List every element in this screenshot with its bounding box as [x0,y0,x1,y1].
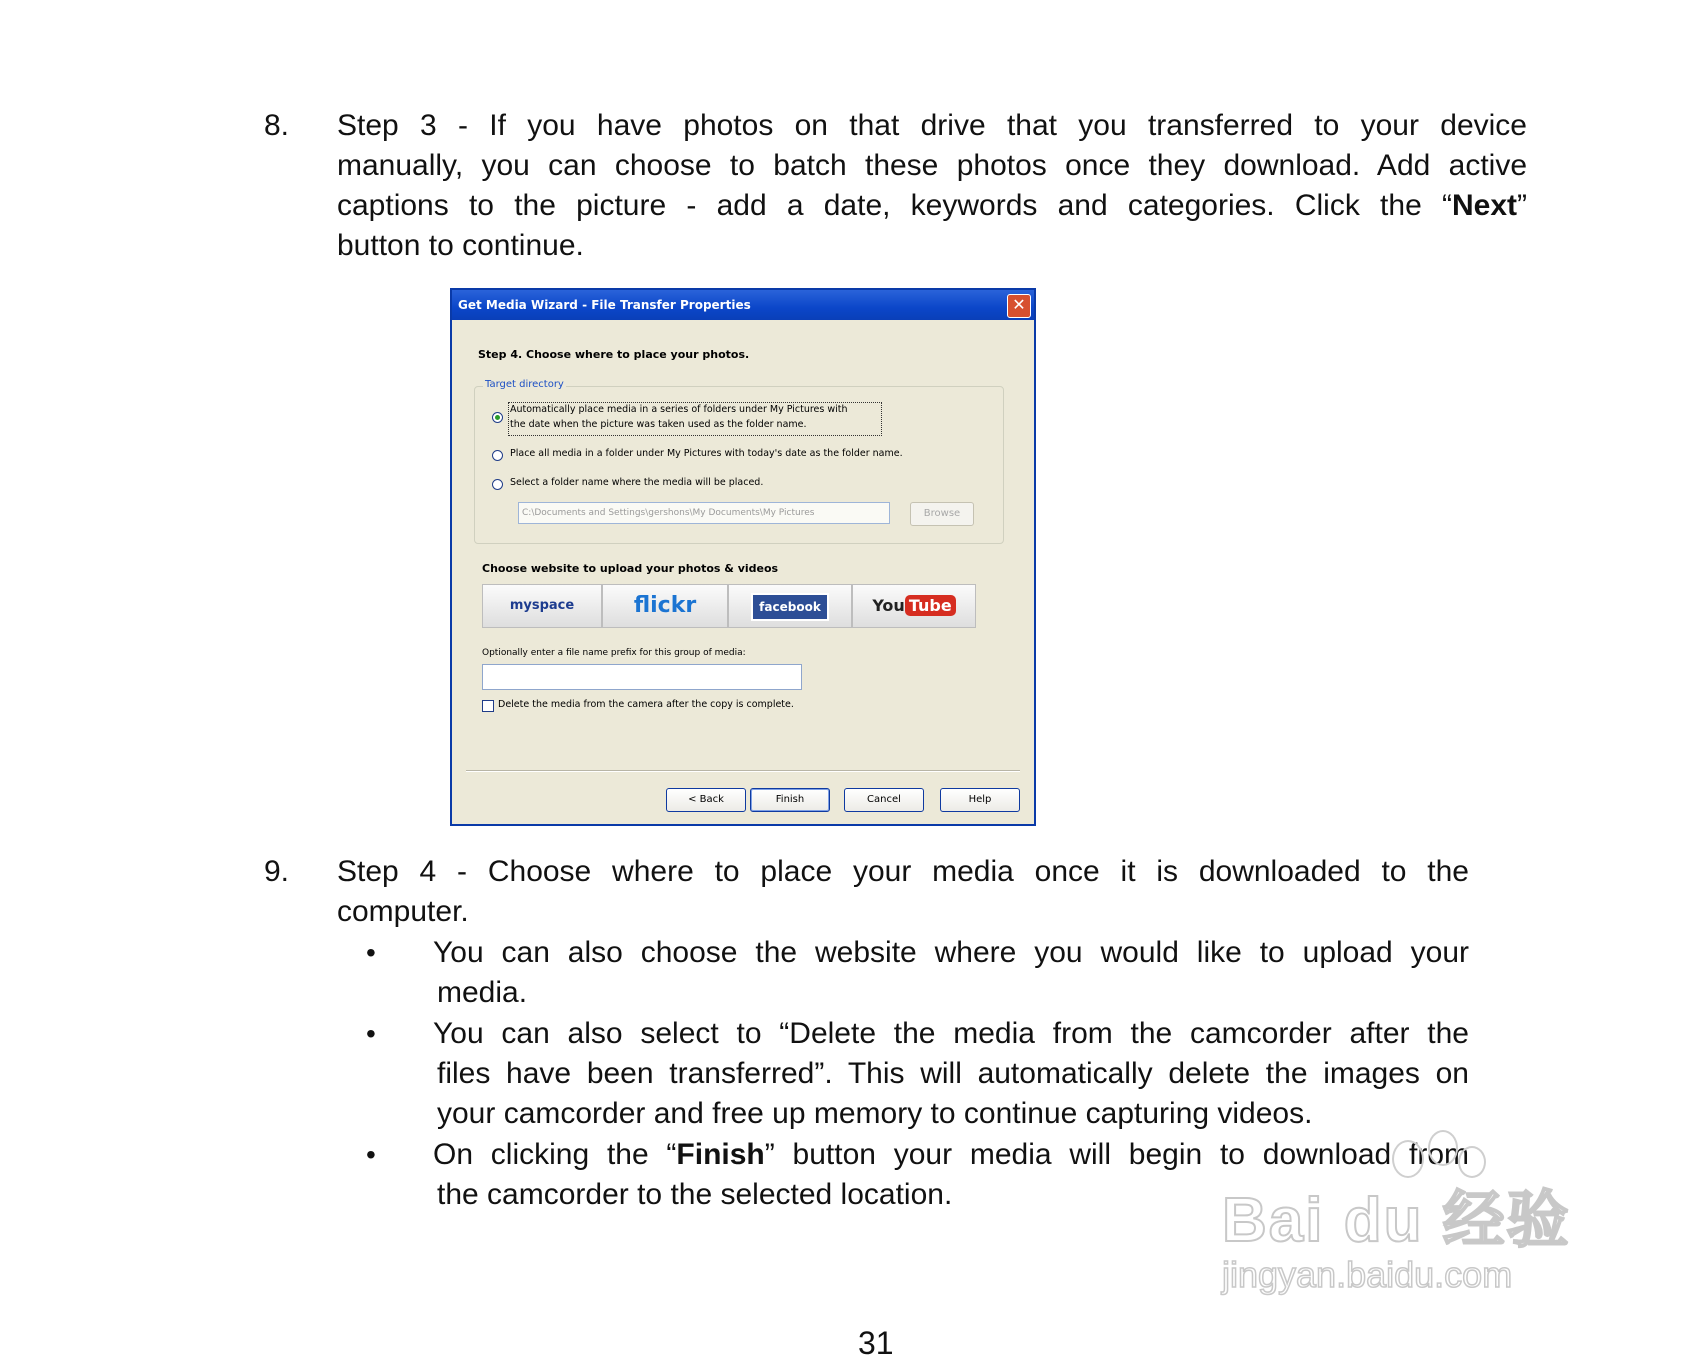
watermark-url: jingyan.baidu.com [1222,1254,1513,1295]
bullet-3-icon: • [366,1139,376,1170]
get-media-wizard-dialog [450,288,1036,826]
group-legend: Target directory [485,379,564,390]
option-2-label: Place all media in a folder under My Pictures with today's date as the folder name. [510,448,903,459]
myspace-logo: myspace [509,598,575,613]
watermark-paw-icon [1428,1130,1458,1166]
option-3-label: Select a folder name where the media will be placed. [510,477,764,488]
bullet-2-line-1: You can also select to “Delete the media from the camcorder after the [433,1017,1469,1050]
bullet-3-text-post: ” button your media will begin to download from [764,1138,1469,1171]
bullet-2-icon: • [366,1018,376,1049]
bullet-1-line-2: media. [437,976,528,1009]
page-number: 31 [858,1325,894,1361]
bullet-3-line-1 [433,1135,1469,1175]
browse-button[interactable]: Browse [910,502,974,526]
delete-media-checkbox[interactable] [482,700,494,712]
prefix-label: Optionally enter a file name prefix for this group of media: [482,648,746,658]
help-button[interactable]: Help [940,788,1020,812]
step-8-line-1: Step 3 - If you have photos on that drive that you transferred to your device [337,109,1527,142]
website-heading: Choose website to upload your photos & videos [482,562,779,575]
next-keyword: Next [1451,189,1517,222]
flickr-logo: flickr [633,593,697,618]
step-8-line-4: button to continue. [337,229,584,262]
option-1-line-1: Automatically place media in a series of folders under My Pictures with [510,404,848,415]
bullet-2-line-3: your camcorder and free up memory to continue capturing videos. [437,1097,1313,1130]
step-8-line-3-quote: ” [1517,189,1527,222]
finish-keyword: Finish [676,1138,765,1171]
radio-select-folder[interactable] [492,479,503,490]
delete-media-label: Delete the media from the camera after the copy is complete. [498,699,794,710]
prefix-input[interactable] [482,664,802,690]
back-button[interactable]: < Back [666,788,746,812]
step-8-line-3-text: captions to the picture - add a date, keywords and categories. Click the “ [337,189,1452,222]
step-heading: Step 4. Choose where to place your photos. [478,348,750,361]
radio-today-folder[interactable] [492,450,503,461]
step-9-line-2: computer. [337,895,469,928]
youtube-logo-you: You [872,596,905,615]
facebook-button[interactable] [728,584,852,628]
finish-button[interactable]: Finish [750,788,830,812]
bullet-3-text-pre: On clicking the “ [433,1138,677,1171]
cancel-button[interactable]: Cancel [844,788,924,812]
flickr-button[interactable] [602,584,728,628]
dialog-title: Get Media Wizard - File Transfer Properties [452,290,1034,320]
youtube-logo-tube: Tube [905,595,956,616]
step-8-line-3 [337,186,1527,226]
footer-divider [466,770,1020,772]
bullet-3-line-2: the camcorder to the selected location. [437,1178,953,1211]
bullet-1-line-1: You can also choose the website where you would like to upload your [433,936,1469,969]
radio-auto-folders[interactable] [492,412,503,423]
youtube-button[interactable] [852,584,976,628]
folder-path-input[interactable]: C:\Documents and Settings\gershons\My Documents\My Pictures [518,502,890,524]
bullet-1-icon: • [366,937,376,968]
myspace-button[interactable] [482,584,602,628]
facebook-logo: facebook [751,593,829,621]
close-icon[interactable]: ✕ [1007,294,1031,318]
step-8-line-2: manually, you can choose to batch these photos once they download. Add active [337,149,1527,182]
watermark-brand: Bai du 经验 [1222,1186,1571,1255]
bullet-2-line-2: files have been transferred”. This will automatically delete the images on [437,1057,1469,1090]
step-9-number: 9. [264,855,290,888]
step-8-number: 8. [264,109,290,142]
step-9-line-1: Step 4 - Choose where to place your media once it is downloaded to the [337,855,1469,888]
option-1-line-2: the date when the picture was taken used as the folder name. [510,419,807,430]
